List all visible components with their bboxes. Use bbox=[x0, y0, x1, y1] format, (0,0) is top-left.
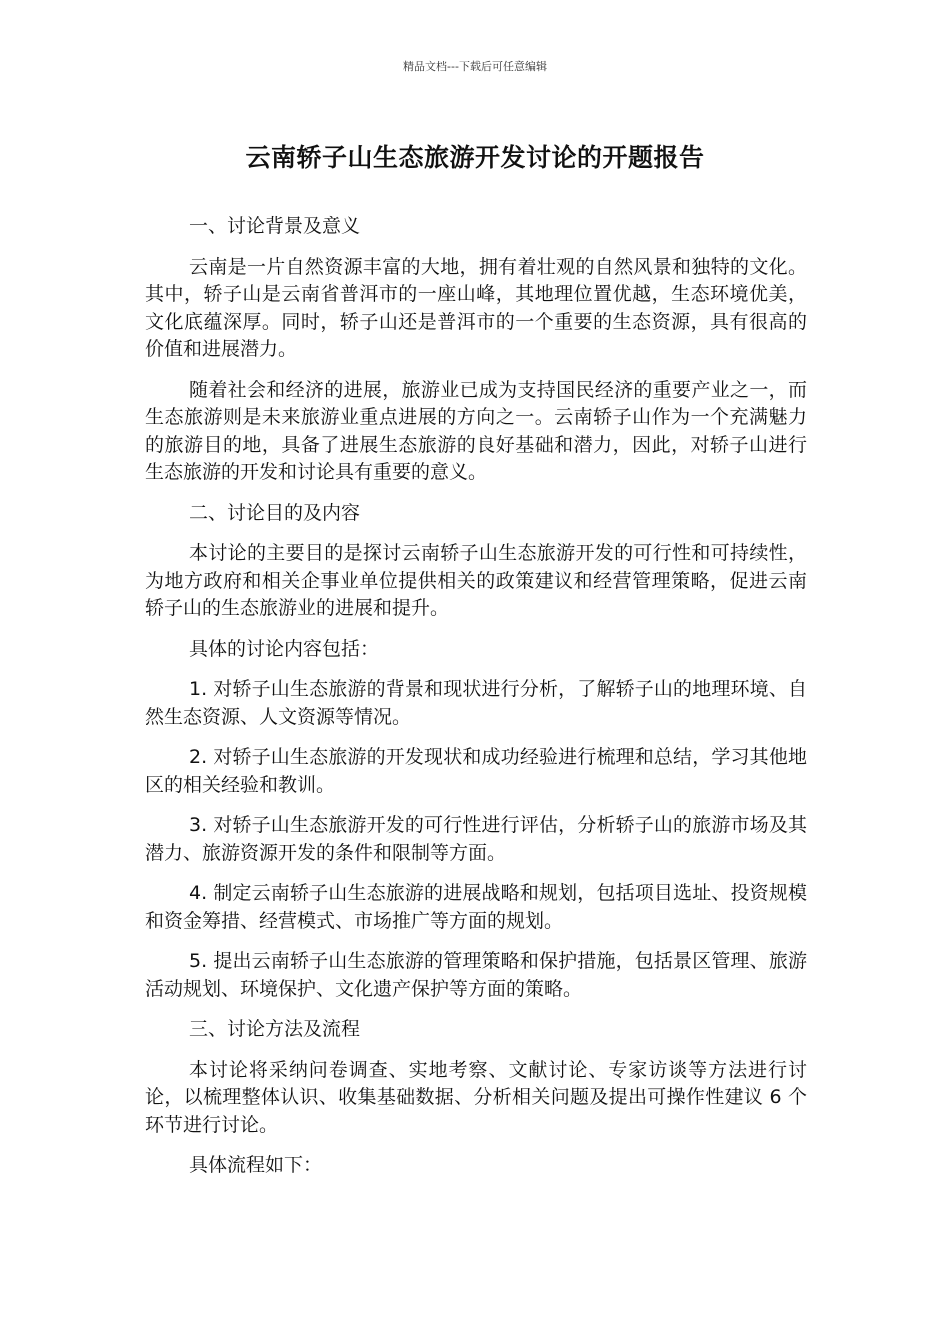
list-item: 3. 对轿子山生态旅游开发的可行性进行评估，分析轿子山的旅游市场及其潜力、旅游资源开发的条件和限制等方面。 bbox=[145, 814, 807, 864]
list-item: 1. 对轿子山生态旅游的背景和现状进行分析，了解轿子山的地理环境、自然生态资源、人文资源等情况。 bbox=[145, 678, 807, 728]
section-heading-background: 一、讨论背景及意义 bbox=[189, 215, 361, 237]
header-note: 精品文档---下载后可任意编辑 bbox=[403, 60, 547, 73]
paragraph: 随着社会和经济的进展，旅游业已成为支持国民经济的重要产业之一，而生态旅游则是未来旅游业重点进展的方向之一。云南轿子山作为一个充满魅力的旅游目的地，具备了进展生态旅游的良好基础和潜力，因此，对轿子山进行生态旅游的开发和讨论具有重要的意义。 bbox=[145, 378, 807, 483]
paragraph: 本讨论将采纳问卷调查、实地考察、文献讨论、专家访谈等方法进行讨论，以梳理整体认识、收集基础数据、分析相关问题及提出可操作性建议 6 个环节进行讨论。 bbox=[145, 1058, 807, 1136]
section-heading-purpose: 二、讨论目的及内容 bbox=[189, 501, 361, 524]
section-heading-method: 三、讨论方法及流程 bbox=[189, 1018, 361, 1040]
paragraph: 具体流程如下： bbox=[189, 1154, 323, 1176]
list-item: 4. 制定云南轿子山生态旅游的进展战略和规划，包括项目选址、投资规模和资金筹措、经营模式、市场推广等方面的规划。 bbox=[145, 882, 807, 932]
list-item: 5. 提出云南轿子山生态旅游的管理策略和保护措施，包括景区管理、旅游活动规划、环境保护、文化遗产保护等方面的策略。 bbox=[145, 950, 807, 1000]
paragraph: 本讨论的主要目的是探讨云南轿子山生态旅游开发的可行性和可持续性，为地方政府和相关企事业单位提供相关的政策建议和经营管理策略，促进云南轿子山的生态旅游业的进展和提升。 bbox=[145, 542, 807, 619]
paragraph: 具体的讨论内容包括： bbox=[189, 637, 380, 660]
list-item: 2. 对轿子山生态旅游的开发现状和成功经验进行梳理和总结，学习其他地区的相关经验和教训。 bbox=[145, 746, 807, 796]
document-body bbox=[145, 213, 807, 1193]
document-title: 云南轿子山生态旅游开发讨论的开题报告 bbox=[245, 143, 705, 172]
paragraph: 云南是一片自然资源丰富的大地，拥有着壮观的自然风景和独特的文化。其中，轿子山是云南省普洱市的一座山峰，其地理位置优越，生态环境优美，文化底蕴深厚。同时，轿子山还是普洱市的一个重要的生态资源，具有很高的价值和进展潜力。 bbox=[145, 255, 807, 360]
